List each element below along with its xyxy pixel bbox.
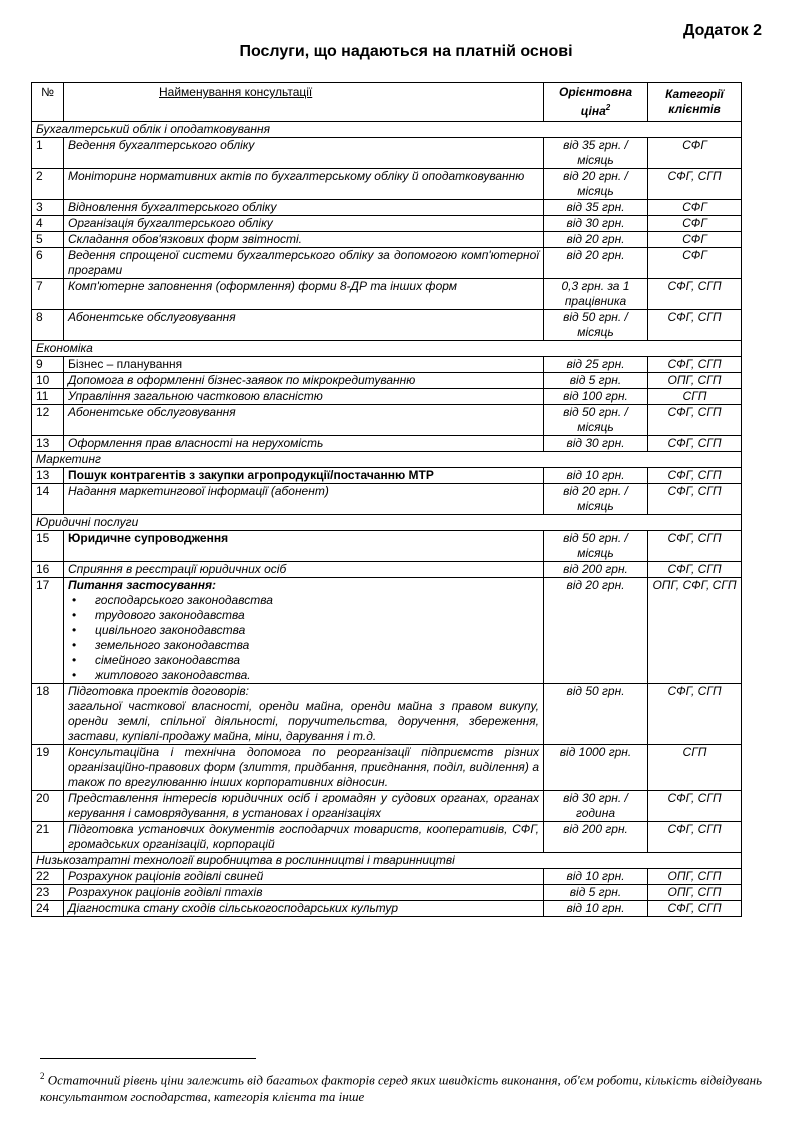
section-row <box>32 452 742 468</box>
service-name: Юридичне супроводження <box>68 531 229 545</box>
table-row <box>32 684 742 745</box>
row-number: 20 <box>32 791 64 822</box>
service-name: Організація бухгалтерського обліку <box>68 216 273 230</box>
table-row <box>32 279 742 310</box>
service-name-cell <box>64 357 544 373</box>
category-cell: СФГ, СГП <box>648 468 742 484</box>
service-name-cell <box>64 138 544 169</box>
price-cell: 0,3 грн. за 1 працівника <box>544 279 648 310</box>
table-row <box>32 248 742 279</box>
table-row <box>32 578 742 684</box>
category-cell: СФГ <box>648 248 742 279</box>
service-name: Сприяння в реєстрації юридичних осіб <box>68 562 287 576</box>
table-row <box>32 869 742 885</box>
service-name: Оформлення прав власності на нерухомість <box>68 436 324 450</box>
row-number: 15 <box>32 531 64 562</box>
table-row <box>32 373 742 389</box>
price-cell: від 35 грн. / місяць <box>544 138 648 169</box>
service-name-cell <box>64 531 544 562</box>
row-number: 11 <box>32 389 64 405</box>
row-number: 18 <box>32 684 64 745</box>
category-cell: ОПГ, СГП <box>648 869 742 885</box>
row-number: 8 <box>32 310 64 341</box>
section-row <box>32 853 742 869</box>
row-number: 13 <box>32 468 64 484</box>
row-number: 14 <box>32 484 64 515</box>
section-row <box>32 341 742 357</box>
service-bullets <box>68 593 539 683</box>
row-number: 19 <box>32 745 64 791</box>
price-cell: від 10 грн. <box>544 901 648 917</box>
row-number: 2 <box>32 169 64 200</box>
category-cell: СФГ, СГП <box>648 357 742 373</box>
service-name: Розрахунок раціонів годівлі свиней <box>68 869 264 883</box>
category-cell: СФГ, СГП <box>648 310 742 341</box>
price-cell: від 25 грн. <box>544 357 648 373</box>
row-number: 1 <box>32 138 64 169</box>
service-name-cell <box>64 745 544 791</box>
service-name: Розрахунок раціонів годівлі птахів <box>68 885 263 899</box>
service-name: Складання обов'язкових форм звітності. <box>68 232 302 246</box>
table-row <box>32 822 742 853</box>
service-name-cell <box>64 279 544 310</box>
service-name-cell <box>64 436 544 452</box>
service-name-cell <box>64 216 544 232</box>
service-name: Абонентське обслуговування <box>68 405 236 419</box>
price-cell: від 30 грн. / година <box>544 791 648 822</box>
service-name: Моніторинг нормативних актів по бухгалтерському обліку й оподатковуванню <box>68 169 525 183</box>
service-name: Представлення інтересів юридичних осіб і громадян у судових органах, органах керування і самоврядування, в установах і організаціях <box>68 791 539 820</box>
row-number: 4 <box>32 216 64 232</box>
service-detail: загальної часткової власності, оренди майна, оренди майна з правом викупу, оренди землі, спільної діяльності, поручительства, доручення, збереження, застави, купівлі-продажу майна, міни, дарування і т.д. <box>68 699 539 743</box>
row-number: 17 <box>32 578 64 684</box>
category-cell: СФГ, СГП <box>648 169 742 200</box>
section-title: Економіка <box>32 341 742 357</box>
category-cell: ОПГ, СГП <box>648 373 742 389</box>
category-cell: СФГ, СГП <box>648 531 742 562</box>
service-name-cell <box>64 373 544 389</box>
footnote <box>40 1068 762 1105</box>
service-name-cell <box>64 791 544 822</box>
row-number: 21 <box>32 822 64 853</box>
service-name-cell <box>64 822 544 853</box>
bullet-item: • господарського законодавства <box>68 593 539 608</box>
category-cell: СФГ, СГП <box>648 901 742 917</box>
page-title: Послуги, що надаються на платній основі <box>239 43 573 60</box>
service-name: Бізнес – планування <box>68 357 183 371</box>
service-name: Діагностика стану сходів сільськогосподарських культур <box>68 901 399 915</box>
row-number: 7 <box>32 279 64 310</box>
category-cell: СФГ, СГП <box>648 684 742 745</box>
table-body <box>32 122 742 917</box>
price-cell: від 20 грн. <box>544 578 648 684</box>
table-row <box>32 436 742 452</box>
price-cell: від 5 грн. <box>544 885 648 901</box>
table-row <box>32 562 742 578</box>
service-name-cell <box>64 232 544 248</box>
table-header-row <box>32 83 742 122</box>
header-price <box>544 83 648 122</box>
table-row <box>32 169 742 200</box>
section-title: Низькозатратні технології виробництва в рослинництві і тваринництві <box>32 853 742 869</box>
appendix-label: Додаток 2 <box>683 22 762 39</box>
section-title: Маркетинг <box>32 452 742 468</box>
table-row <box>32 200 742 216</box>
price-cell: від 10 грн. <box>544 468 648 484</box>
service-name-cell <box>64 169 544 200</box>
price-cell: від 50 грн. <box>544 684 648 745</box>
category-cell: СФГ <box>648 138 742 169</box>
service-name: Відновлення бухгалтерського обліку <box>68 200 277 214</box>
category-cell: СФГ, СГП <box>648 436 742 452</box>
price-cell: від 10 грн. <box>544 869 648 885</box>
row-number: 9 <box>32 357 64 373</box>
service-name: Управління загальною частковою власністю <box>68 389 323 403</box>
price-cell: від 200 грн. <box>544 562 648 578</box>
row-number: 10 <box>32 373 64 389</box>
category-cell: СФГ, СГП <box>648 791 742 822</box>
section-row <box>32 122 742 138</box>
category-cell: СФГ, СГП <box>648 484 742 515</box>
service-name-cell <box>64 684 544 745</box>
category-cell: СФГ <box>648 216 742 232</box>
category-cell: ОПГ, СФГ, СГП <box>648 578 742 684</box>
section-title: Бухгалтерський облік і оподатковування <box>32 122 742 138</box>
price-cell: від 100 грн. <box>544 389 648 405</box>
table-row <box>32 531 742 562</box>
table-row <box>32 405 742 436</box>
section-title: Юридичні послуги <box>32 515 742 531</box>
category-cell: СФГ, СГП <box>648 279 742 310</box>
price-cell: від 30 грн. <box>544 216 648 232</box>
category-cell: СФГ, СГП <box>648 562 742 578</box>
category-cell: СФГ <box>648 232 742 248</box>
service-name-cell <box>64 200 544 216</box>
category-cell: СФГ, СГП <box>648 822 742 853</box>
price-cell: від 200 грн. <box>544 822 648 853</box>
table-row <box>32 216 742 232</box>
bullet-item: • трудового законодавства <box>68 608 539 623</box>
header-category: Категорії клієнтів <box>648 83 742 122</box>
row-number: 22 <box>32 869 64 885</box>
row-number: 12 <box>32 405 64 436</box>
row-number: 23 <box>32 885 64 901</box>
price-cell: від 50 грн. / місяць <box>544 531 648 562</box>
footnote-marker: 2 <box>40 1071 45 1081</box>
service-name: Підготовка проектів договорів: <box>68 684 249 698</box>
row-number: 6 <box>32 248 64 279</box>
price-cell: від 5 грн. <box>544 373 648 389</box>
service-name-cell <box>64 869 544 885</box>
category-cell: СГП <box>648 389 742 405</box>
bullet-item: • земельного законодавства <box>68 638 539 653</box>
table-row <box>32 310 742 341</box>
header-price-footnote-marker: 2 <box>605 103 611 112</box>
service-name-cell <box>64 468 544 484</box>
service-name: Комп'ютерне заповнення (оформлення) форми 8-ДР та інших форм <box>68 279 458 293</box>
footnote-divider <box>40 1058 256 1059</box>
bullet-item: • сімейного законодавства <box>68 653 539 668</box>
category-cell: СФГ <box>648 200 742 216</box>
category-cell: ОПГ, СГП <box>648 885 742 901</box>
service-name-cell <box>64 405 544 436</box>
service-name-cell <box>64 562 544 578</box>
row-number: 5 <box>32 232 64 248</box>
table-row <box>32 468 742 484</box>
price-cell: від 20 грн. / місяць <box>544 169 648 200</box>
row-number: 13 <box>32 436 64 452</box>
bullet-item: • цивільного законодавства <box>68 623 539 638</box>
price-cell: від 50 грн. / місяць <box>544 310 648 341</box>
footnote-text: Остаточний рівень ціни залежить від багатьох факторів серед яких швидкість виконання, об'єм роботи, кількість відвідувань консультантом господарства, категорія клієнта та інше <box>40 1072 763 1105</box>
service-name: Ведення бухгалтерського обліку <box>68 138 255 152</box>
service-name: Допомога в оформленні бізнес-заявок по мікрокредитуванню <box>68 373 416 387</box>
price-cell: від 20 грн. / місяць <box>544 484 648 515</box>
bullet-item: • житлового законодавства. <box>68 668 539 683</box>
header-name: Найменування консультації <box>64 83 544 122</box>
table-row <box>32 885 742 901</box>
price-cell: від 1000 грн. <box>544 745 648 791</box>
service-name: Абонентське обслуговування <box>68 310 236 324</box>
table-row <box>32 791 742 822</box>
table-row <box>32 138 742 169</box>
table-row <box>32 484 742 515</box>
service-name-cell <box>64 901 544 917</box>
table-row <box>32 745 742 791</box>
header-price-text: Орієнтовна ціна <box>558 85 632 118</box>
service-name-cell <box>64 484 544 515</box>
table-row <box>32 357 742 373</box>
service-name: Консультаційна і технічна допомога по реорганізації підприємств різних організаційно-правових форм (злиття, придбання, приєднання, поділ, виділення) а також по врегулюванню інших корпоративних відносин. <box>68 745 539 789</box>
table-row <box>32 232 742 248</box>
row-number: 24 <box>32 901 64 917</box>
row-number: 16 <box>32 562 64 578</box>
table-row <box>32 389 742 405</box>
header-num: № <box>32 83 64 122</box>
service-name-cell <box>64 248 544 279</box>
service-name: Питання застосування: <box>68 578 217 592</box>
service-name-cell <box>64 310 544 341</box>
service-name-cell <box>64 389 544 405</box>
row-number: 3 <box>32 200 64 216</box>
services-table <box>31 82 742 917</box>
category-cell: СФГ, СГП <box>648 405 742 436</box>
price-cell: від 35 грн. <box>544 200 648 216</box>
service-name-cell <box>64 578 544 684</box>
service-name: Надання маркетингової інформації (абонент) <box>68 484 329 498</box>
service-name: Підготовка установчих документів господарчих товариств, кооперативів, СФГ, громадських організацій, корпорацій <box>68 822 539 851</box>
service-name: Пошук контрагентів з закупки агропродукції/постачанню МТР <box>68 468 434 482</box>
service-name: Ведення спрощеної системи бухгалтерського обліку за допомогою комп'ютерної програми <box>68 248 539 277</box>
section-row <box>32 515 742 531</box>
price-cell: від 20 грн. <box>544 248 648 279</box>
service-name-cell <box>64 885 544 901</box>
price-cell: від 30 грн. <box>544 436 648 452</box>
category-cell: СГП <box>648 745 742 791</box>
price-cell: від 20 грн. <box>544 232 648 248</box>
price-cell: від 50 грн. / місяць <box>544 405 648 436</box>
table-row <box>32 901 742 917</box>
